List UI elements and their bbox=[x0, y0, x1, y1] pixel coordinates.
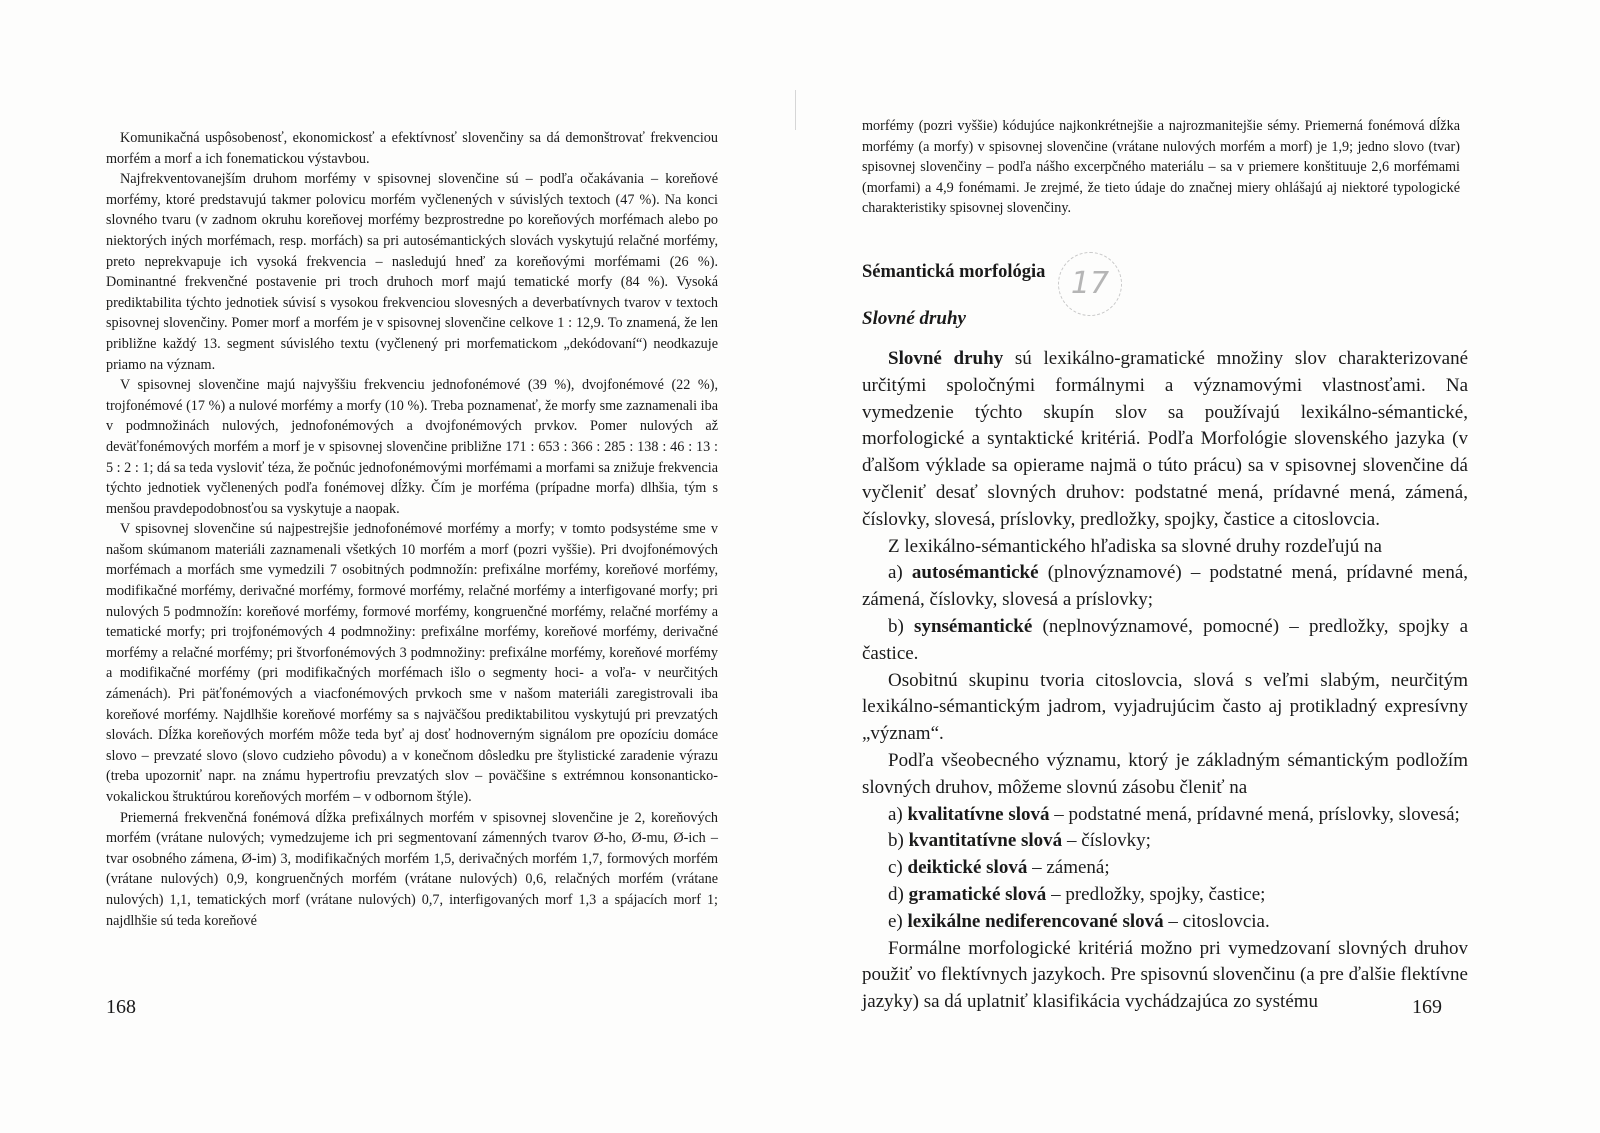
section-heading: Sémantická morfológia bbox=[862, 262, 1046, 282]
paragraph: Priemerná frekvenčná fonémová dĺžka prefixálnych morfém v spisovnej slovenčine je 2, koreňových morfém (vrátane nulových; vymedzujeme ich pri segmentovaní zámenných tvarov Ø-ho, Ø-mu, Ø-ich – tvar osobného zámena, Ø-im) 3, modifikačných morfém 1,5, derivačných morfém 1,7, formových morfém (vrátane nulových) 0,9, kongruenčných morfém (vrátane nulových) 0,6, relačných morfém (vrátane nulových) 1,1, tematických morf (vrátane nulových) 0,7, interfigovaných morf 1,3 a spájacích morf 1; najdlhšie sú teda koreňové bbox=[106, 809, 718, 929]
left-page-text bbox=[106, 128, 718, 931]
subheading: Slovné druhy bbox=[862, 308, 966, 329]
list-item: a) kvalitatívne slová – podstatné mená, prídavné mená, príslovky, slovesá; bbox=[888, 803, 1460, 825]
list-item: e) lexikálne nediferencované slová – citoslovcia. bbox=[888, 910, 1270, 932]
list-item: b) synsémantické (neplnovýznamové, pomocné) – predložky, spojky a častice. bbox=[862, 615, 1469, 664]
right-page bbox=[800, 0, 1600, 1133]
right-page-body bbox=[862, 346, 1468, 1016]
paragraph: Najfrekventovanejším druhom morfémy v spisovnej slovenčine sú – podľa očakávania – koreňové morfémy, ktoré predstavujú takmer polovicu morfém vyčlenených v súvislých textoch (47 %). Na konci slovného tvaru (v zadnom okruhu koreňovej morfémy bezprostredne po koreňových morfémach alebo po niektorých iných morfémach, resp. morfách) sa pri autosémantických slovách vyskytujú relačné morfémy, preto neprekvapuje ich vysoká frekvencia – nasledujú hneď za koreňovými morfémami (26 %). Dominantné frekvenčné postavenie pri troch druhoch morf majú tematické morfy (84 %). Vysoká prediktabilita týchto jednotiek súvisí s vysokou frekvenciou slovesných a deverbatívnych tvarov v textoch spisovnej slovenčiny. Pomer morf a morfém je v spisovnej slovenčine celkove 1 : 12,9. To znamená, že len približne každý 13. segment súvislého textu (vyčlenený pri morfematickom „dekódovaní“) neodkazuje priamo na význam. bbox=[106, 171, 718, 373]
list-item: a) autosémantické (plnovýznamové) – podstatné mená, prídavné mená, zámená, číslovky, slovesá a príslovky; bbox=[862, 562, 1468, 611]
list-item: b) kvantitatívne slová – číslovky; bbox=[888, 830, 1151, 852]
page-number-left: 168 bbox=[106, 996, 136, 1018]
term-bold: Slovné druhy bbox=[888, 348, 1004, 369]
right-page-top-text bbox=[862, 116, 1460, 219]
list-item: c) deiktické slová – zámená; bbox=[888, 857, 1110, 879]
paragraph: Formálne morfologické kritériá možno pri vymedzovaní slovných druhov použiť vo flektívnych jazykoch. Pre spisovnú slovenčinu (a pre ďalšie flektívne jazyky) sa dá uplatniť klasifikácia vychádzajúca zo systému bbox=[862, 937, 1468, 1013]
handwritten-mark: 17 bbox=[1058, 252, 1122, 316]
intro-paragraph: Slovné druhy sú lexikálno-gramatické množiny slov charakterizované určitými spoločnými formálnymi a významovými vlastnosťami. Na vymedzenie týchto skupín slov sa používajú lexikálno-sémantické, morfologické a syntaktické kritériá. Podľa Morfológie slovenského jazyka (v ďalšom výklade sa opierame najmä o túto prácu) sa v spisovnej slovenčine dá vyčleniť desať slovných druhov: podstatné mená, prídavné mená, zámená, číslovky, slovesá, príslovky, predložky, spojky, častice a citoslovcia. bbox=[862, 348, 1468, 530]
paragraph: V spisovnej slovenčine majú najvyššiu frekvenciu jednofonémové (39 %), dvojfonémové (22 %), trojfonémové (17 %) a nulové morfémy a morfy (10 %). Treba poznamenať, že morfy sme zaznamenali iba v podmnožinách nulových, jednofonémových a dvojfonémových prvkov. Pomer nulových až deväťfonémových morfém a morf je v spisovnej slovenčine približne 171 : 653 : 366 : 285 : 138 : 46 : 13 : 5 : 2 : 1; dá sa teda vysloviť téza, že počnúc jednofonémovými morfémami a morfami sa znižuje frekvencia týchto jednotiek vyčlenených podľa fonémovej dĺžky. Čím je morféma (prípadne morfa) dlhšia, tým s menšou pravdepodobnosťou sa vyskytuje a naopak. bbox=[106, 377, 718, 517]
paragraph: V spisovnej slovenčine sú najpestrejšie jednofonémové morfémy a morfy; v tomto podsystéme sme v našom skúmanom materiáli zaznamenali všetkých 10 morfém a morf (pozri vyššie). Pri dvojfonémových morfémach a morfách sme vymedzili 7 osobitných podmnožín: prefixálne morfémy, koreňové morfémy, modifikačné morfémy, derivačné morfémy, formové morfémy, relačné morfémy a interfigované morfy; pri nulových 5 podmnožín: koreňové morfémy, formové morfémy, kongruenčné morfémy, relačné morfémy a tematické morfy; pri trojfonémových 4 podmnožiny: prefixálne morfémy, koreňové morfémy, derivačné morfémy a relačné morfémy; pri štvorfonémových 3 podmnožiny: prefixálne morfémy, koreňové morfémy a modifikačné morfémy (pri modifikačných morfémach išlo o segmenty hoci- a voľa- v neurčitých zámenách). Pri päťfonémových a viacfonémových prvkoch sme v našom materiáli zaregistrovali iba koreňové morfémy. Najdlhšie koreňové morfémy sa s najväčšou prediktabilitou vyskytujú pri prevzatých slovách. Dĺžka koreňových morfém môže teda byť aj dosť hodnoverným signálom pre opozíciu domáce slovo – prevzaté slovo (slovo cudzieho pôvodu) a v konečnom dôsledku pre štylistické zaradenie výrazu (treba upozorniť napr. na známu hypertrofiu prevzatých slov – poväčšine s extrémnou konsonanticko-vokalickou štruktúrou koreňových morfém – v odbornom štýle). bbox=[106, 521, 718, 805]
list-item: d) gramatické slová – predložky, spojky, častice; bbox=[888, 883, 1266, 905]
paragraph: Podľa všeobecného významu, ktorý je základným sémantickým podložím slovných druhov, môžeme slovnú zásobu členiť na bbox=[862, 749, 1468, 798]
paragraph: morfémy (pozri vyššie) kódujúce najkonkrétnejšie a najrozmanitejšie sémy. Priemerná fonémová dĺžka morfémy (a morfy) v spisovnej slovenčine (vrátane nulových morfém a morf) je 1,9; jedno slovo (tvar) spisovnej slovenčiny – podľa nášho excerpčného materiálu – sa v priemere konštituuje 2,6 morfémami (morfami) a 4,9 fonémami. Je zrejmé, že tieto údaje do značnej miery ohlášajú aj niektoré typologické charakteristiky spisovnej slovenčiny. bbox=[862, 118, 1460, 217]
paragraph: Z lexikálno-sémantického hľadiska sa slovné druhy rozdeľujú na bbox=[888, 535, 1382, 557]
page-number-right: 169 bbox=[1412, 996, 1442, 1018]
paragraph: Komunikačná uspôsobenosť, ekonomickosť a efektívnosť slovenčiny sa dá demonštrovať frekvenciou morfém a morf a ich fonematickou výstavbou. bbox=[106, 130, 718, 167]
paragraph: Osobitnú skupinu tvoria citoslovcia, slová s veľmi slabým, neurčitým lexikálno-sémantickým jadrom, vyjadrujúcim často aj protikladný expresívny „význam“. bbox=[862, 669, 1468, 745]
